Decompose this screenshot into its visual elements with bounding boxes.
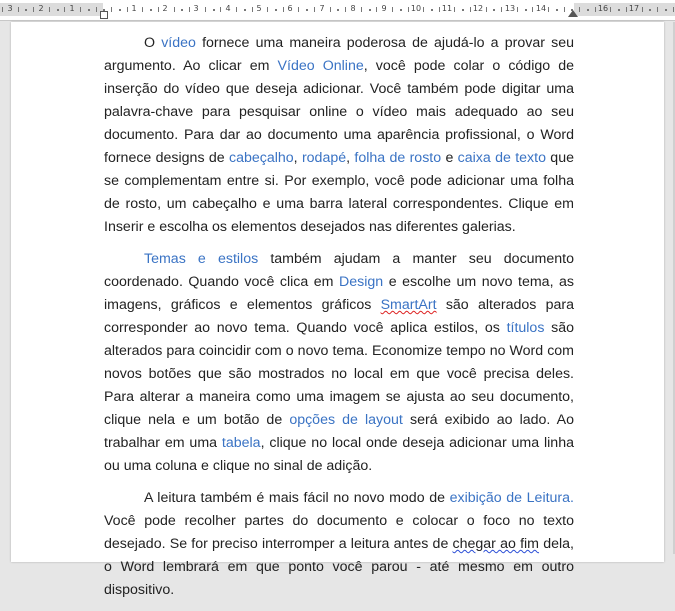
ruler-tick bbox=[626, 7, 627, 12]
ruler-tick bbox=[486, 7, 487, 12]
text-run: Você pode recolher partes do documento e colocar o foco no texto desejado. Se for preciso interromper a leitura antes de bbox=[104, 513, 574, 552]
ruler-label: 2 bbox=[38, 4, 44, 13]
ruler-tick bbox=[25, 9, 27, 11]
ruler-tick bbox=[127, 7, 128, 12]
ruler-tick bbox=[657, 7, 658, 12]
text-run: também ajudam a manter seu documento coordenado. Quando você clica em bbox=[104, 251, 574, 290]
ruler-tick bbox=[88, 9, 90, 11]
styled-text-cabecalho: cabeçalho bbox=[228, 150, 294, 166]
text-run: O bbox=[144, 35, 162, 51]
text-run: , clique no local onde deseja adicionar uma linha ou uma coluna e clique no sinal de adição. bbox=[104, 435, 574, 474]
styled-text-caixa-de-texto: caixa de texto bbox=[457, 150, 546, 166]
ruler-label: 11 bbox=[441, 4, 453, 13]
ruler-tick bbox=[330, 7, 331, 12]
ruler-tick bbox=[111, 7, 112, 12]
ruler-label: 17 bbox=[628, 4, 640, 13]
text-run: que se complementam entre si. Por exemplo, você pode adicionar uma folha de rosto, um cabeçalho e uma barra lateral correspondentes. Clique em Inserir e escolha os elementos desejados nas diferentes galerias. bbox=[104, 150, 574, 235]
right-indent-marker[interactable] bbox=[568, 10, 578, 17]
ruler-tick bbox=[392, 7, 393, 12]
ruler-tick bbox=[642, 7, 643, 12]
ruler-tick bbox=[525, 9, 527, 11]
ruler-tick bbox=[337, 9, 339, 11]
ruler-label: 16 bbox=[597, 4, 609, 13]
ruler-label: 3 bbox=[7, 4, 13, 13]
ruler-tick bbox=[96, 7, 97, 12]
ruler-label: 2 bbox=[162, 4, 168, 13]
ruler-tick bbox=[189, 7, 190, 12]
ruler-tick bbox=[119, 9, 121, 11]
ruler-label: 3 bbox=[193, 4, 199, 13]
text-run: A leitura também é mais fácil no novo modo de bbox=[144, 490, 450, 506]
ruler-label: 6 bbox=[287, 4, 293, 13]
ruler-tick bbox=[252, 7, 253, 12]
ruler-tick bbox=[220, 7, 221, 12]
text-run: dela, o Word lembrará em que ponto você parou - até mesmo em outro dispositivo. bbox=[104, 536, 574, 598]
ruler-tick bbox=[361, 7, 362, 12]
ruler-tick bbox=[439, 7, 440, 12]
ruler-tick bbox=[33, 7, 34, 12]
ruler-tick bbox=[462, 9, 464, 11]
horizontal-ruler[interactable] bbox=[0, 0, 675, 21]
ruler-right-margin bbox=[574, 3, 675, 16]
ruler-tick bbox=[595, 7, 596, 12]
ruler-tick bbox=[181, 9, 183, 11]
ruler-tick bbox=[213, 9, 215, 11]
styled-text-rodape: rodapé bbox=[301, 150, 347, 166]
spelling-flag-smartart[interactable]: SmartArt bbox=[380, 297, 437, 313]
ruler-tick bbox=[283, 7, 284, 12]
ruler-label: 9 bbox=[381, 4, 387, 13]
ruler-tick bbox=[306, 9, 308, 11]
ruler-tick bbox=[369, 9, 371, 11]
ruler-tick bbox=[174, 7, 175, 12]
ruler-tick bbox=[205, 7, 206, 12]
ruler-tick bbox=[610, 7, 611, 12]
text-run: são alterados para coincidir com o novo tema. Economize tempo no Word com novos botões que são mostrados no local em que você precisa deles. Para alterar a maneira como uma imagem se ajusta ao seu documento, clique nela e um botão de bbox=[104, 320, 574, 428]
ruler-tick bbox=[665, 9, 667, 11]
ruler-tick bbox=[18, 7, 19, 12]
ruler-tick bbox=[57, 9, 59, 11]
text-run: , bbox=[293, 150, 302, 166]
text-run: são alterados para corresponder ao novo tema. Quando você aplica estilos, os bbox=[104, 297, 574, 336]
ruler-label: 13 bbox=[504, 4, 516, 13]
left-indent-marker[interactable] bbox=[100, 11, 108, 19]
styled-text-folha-de-rosto: folha de rosto bbox=[354, 150, 442, 166]
ruler-label: 12 bbox=[472, 4, 484, 13]
ruler-tick bbox=[470, 7, 471, 12]
ruler-tick bbox=[345, 7, 346, 12]
paragraph-2 bbox=[104, 248, 574, 478]
ruler-tick bbox=[158, 7, 159, 12]
ruler-label: 5 bbox=[256, 4, 262, 13]
ruler-tick bbox=[236, 7, 237, 12]
ruler-tick bbox=[548, 7, 549, 12]
ruler-tick bbox=[275, 9, 277, 11]
ruler-tick bbox=[376, 7, 377, 12]
ruler-tick bbox=[400, 9, 402, 11]
paragraph-1 bbox=[104, 32, 574, 239]
styled-text-exibicao-de-leitura: exibição de Leitura. bbox=[449, 490, 574, 506]
ruler-tick bbox=[244, 9, 246, 11]
text-run: , bbox=[346, 150, 355, 166]
ruler-tick bbox=[587, 9, 589, 11]
ruler-tick bbox=[431, 9, 433, 11]
document-body[interactable] bbox=[104, 32, 574, 611]
ruler-label: 10 bbox=[410, 4, 422, 13]
text-run: fornece uma maneira poderosa de ajudá-lo a provar seu argumento. Ao clicar em bbox=[104, 35, 574, 74]
styled-text-tabela: tabela bbox=[221, 435, 261, 451]
grammar-flag-chegar-ao-fim[interactable]: chegar ao fim bbox=[452, 536, 540, 552]
text-run: e bbox=[441, 150, 458, 166]
ruler-tick bbox=[493, 9, 495, 11]
ruler-tick bbox=[564, 7, 565, 12]
ruler-tick bbox=[314, 7, 315, 12]
text-run: , você pode colar o código de inserção do vídeo que deseja adicionar. Você também pode digitar uma palavra-chave para pesquisar online o vídeo mais adequado ao seu documento. Para dar ao documento uma aparência profissional, o Word fornece designs de bbox=[104, 58, 575, 166]
ruler-tick bbox=[454, 7, 455, 12]
ruler-tick bbox=[556, 9, 558, 11]
styled-text-design: Design bbox=[339, 274, 384, 290]
styled-text-opcoes-de-layout: opções de layout bbox=[289, 412, 403, 428]
paragraph-3 bbox=[104, 487, 574, 602]
ruler-tick bbox=[532, 7, 533, 12]
ruler-tick bbox=[267, 7, 268, 12]
ruler-tick bbox=[2, 7, 3, 12]
ruler-tick bbox=[649, 9, 651, 11]
ruler-tick bbox=[501, 7, 502, 12]
ruler-tick bbox=[80, 7, 81, 12]
ruler-label: 7 bbox=[319, 4, 325, 13]
ruler-label: 1 bbox=[131, 4, 137, 13]
ruler-tick bbox=[150, 9, 152, 11]
ruler-label: 8 bbox=[350, 4, 356, 13]
styled-text-video: vídeo bbox=[161, 35, 196, 51]
first-line-indent-marker[interactable] bbox=[137, 3, 145, 9]
ruler-tick bbox=[298, 7, 299, 12]
ruler-tick bbox=[408, 7, 409, 12]
text-run: e escolhe um novo tema, as imagens, gráficos e elementos gráficos bbox=[104, 274, 575, 313]
ruler-label: 14 bbox=[535, 4, 547, 13]
styled-text-titulos: títulos bbox=[506, 320, 545, 336]
ruler-tick bbox=[64, 7, 65, 12]
document-page[interactable] bbox=[11, 22, 664, 598]
ruler-tick bbox=[618, 9, 620, 11]
ruler-tick bbox=[49, 7, 50, 12]
styled-text-temas-e-estilos: Temas e estilos bbox=[144, 251, 259, 267]
ruler-tick bbox=[579, 7, 580, 12]
text-run: será exibido ao lado. Ao trabalhar em uma bbox=[104, 412, 575, 451]
ruler-label: 1 bbox=[69, 4, 75, 13]
ruler-tick bbox=[517, 7, 518, 12]
styled-text-video-online: Vídeo Online bbox=[277, 58, 364, 74]
ruler-label: 4 bbox=[225, 4, 231, 13]
ruler-tick bbox=[423, 7, 424, 12]
ruler-tick bbox=[673, 7, 674, 12]
